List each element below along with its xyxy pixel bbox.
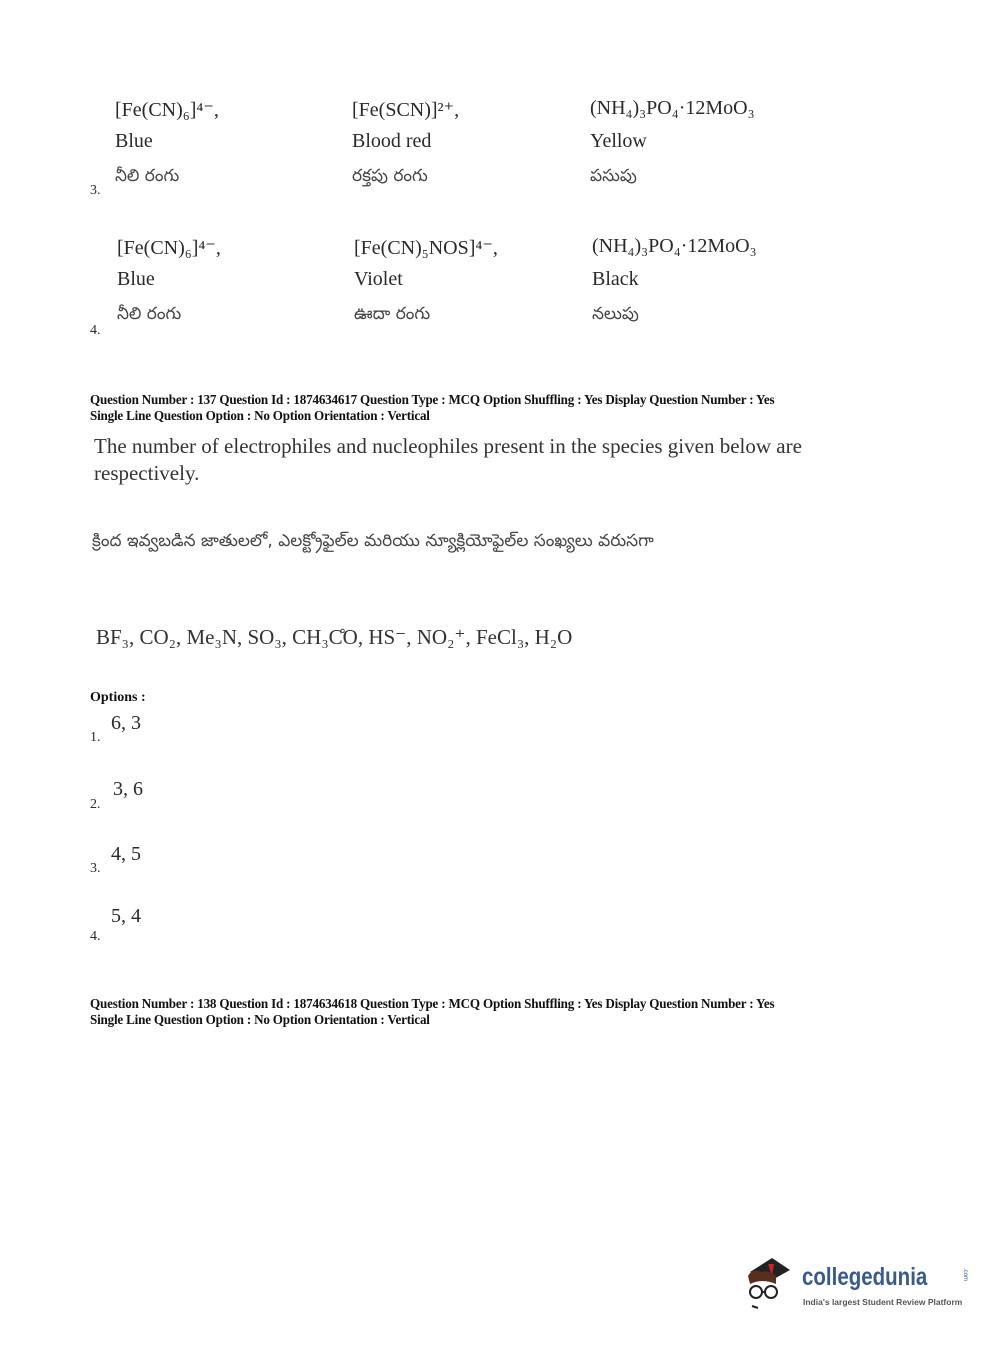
option-4-number: 4.	[90, 323, 101, 338]
option-4-telugu-3: నలుపు	[592, 304, 639, 324]
option-3-telugu-1: నీలి రంగు	[115, 166, 180, 186]
option-4-formula-1: [Fe(CN)₆]⁴⁻,	[117, 237, 221, 259]
question-137-header-line-1: Question Number : 137 Question Id : 1874634617 Question Type : MCQ Option Shuffling : Yes Display Question Number : Yes	[90, 392, 775, 407]
option-3-number: 3.	[90, 183, 101, 198]
logo-tagline: India's largest Student Review Platform	[803, 1297, 963, 1307]
answer-option-1[interactable]: 6, 3	[111, 712, 141, 734]
question-137-text-line-1: The number of electrophiles and nucleophiles present in the species given below are	[94, 434, 802, 458]
option-4-formula-3: (NH₄)₃PO₄·12MoO₃	[592, 235, 757, 257]
answer-option-2-number: 2.	[90, 797, 101, 812]
question-138-header-line-2: Single Line Question Option : No Option Orientation : Vertical	[90, 1012, 430, 1027]
option-4-formula-2: [Fe(CN)₅NOS]⁴⁻,	[354, 237, 498, 259]
answer-option-3[interactable]: 4, 5	[111, 843, 141, 865]
option-4-color-1: Blue	[117, 268, 155, 290]
options-label: Options :	[90, 690, 146, 705]
logo-com: .com	[962, 1268, 968, 1282]
answer-option-2[interactable]: 3, 6	[113, 778, 143, 800]
question-137-telugu-text: క్రింద ఇవ్వబడిన జాతులలో, ఎలక్ట్రోఫైల్‌ల మరియు న్యూక్లియోఫైల్‌ల సంఖ్యలు వరుసగా	[92, 531, 654, 551]
answer-option-4-number: 4.	[90, 929, 101, 944]
option-4-color-3: Black	[592, 268, 639, 290]
option-4-color-2: Violet	[354, 268, 403, 290]
option-3-color-1: Blue	[115, 130, 153, 152]
answer-option-1-number: 1.	[90, 730, 101, 745]
logo-wordmark: collegedunia	[802, 1263, 928, 1291]
question-137-species: BF₃, CO₂, Me₃N, SO₃, CH₃C̊O, HS⁻, NO₂⁺, FeCl₃, H₂O	[96, 625, 573, 649]
answer-option-4[interactable]: 5, 4	[111, 905, 141, 927]
option-3-formula-3: (NH₄)₃PO₄·12MoO₃	[590, 97, 755, 119]
answer-option-3-number: 3.	[90, 861, 101, 876]
option-3-color-2: Blood red	[352, 130, 432, 152]
option-4-telugu-2: ఊదా రంగు	[354, 304, 431, 324]
option-4-telugu-1: నీలి రంగు	[117, 304, 182, 324]
option-3-telugu-3: పసుపు	[590, 166, 637, 186]
question-138-header-line-1: Question Number : 138 Question Id : 1874634618 Question Type : MCQ Option Shuffling : Yes Display Question Number : Yes	[90, 996, 775, 1011]
option-3-formula-1: [Fe(CN)₆]⁴⁻,	[115, 99, 219, 121]
question-137-header-line-2: Single Line Question Option : No Option Orientation : Vertical	[90, 408, 430, 423]
question-137-text-line-2: respectively.	[94, 461, 200, 485]
option-3-color-3: Yellow	[590, 130, 647, 152]
collegedunia-mascot-icon	[742, 1250, 802, 1310]
option-3-telugu-2: రక్తపు రంగు	[352, 166, 428, 186]
option-3-formula-2: [Fe(SCN)]²⁺,	[352, 99, 460, 121]
